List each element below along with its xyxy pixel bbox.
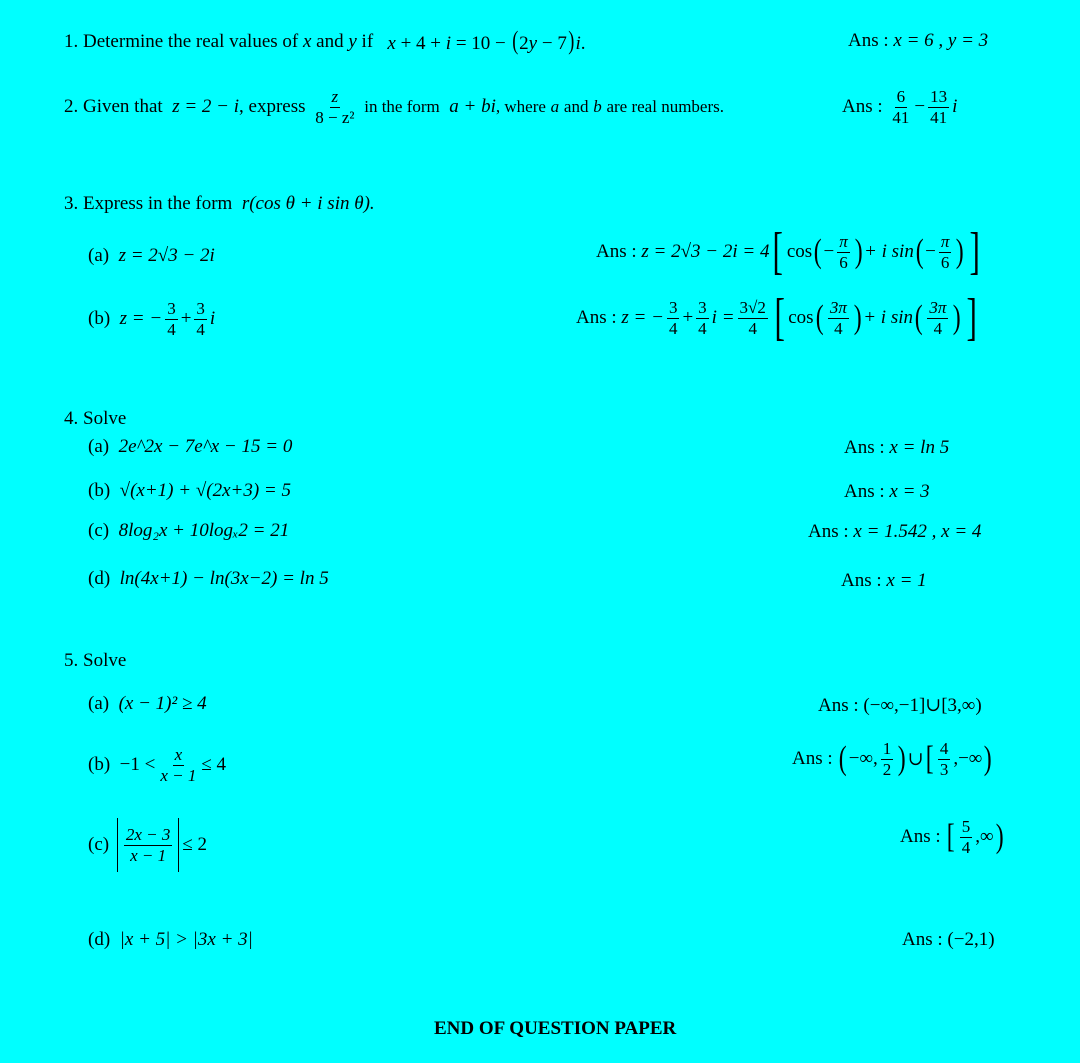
q4c-answer: [808, 521, 981, 543]
q4b-ans: x = 3: [889, 481, 930, 502]
q5b-ans-frac-1: $\frac{1}{2}$: [882, 739, 892, 779]
q5a-ans-label: Ans :: [818, 694, 859, 716]
q4c: [88, 520, 289, 542]
q4d-label: (d): [88, 568, 111, 589]
q3b-ans-label: Ans :: [576, 307, 617, 328]
q3b-ans-eq: i =: [711, 307, 735, 328]
q5a-expr: (x − 1)² ≥ 4: [118, 693, 207, 714]
q3a-isin: + i sin: [864, 241, 914, 262]
q3b-frac-3pi-2: $\frac{3\pi}{4}$: [929, 297, 947, 338]
q4d-expr: ln(4x+1) − ln(3x−2) = ln 5: [119, 568, 329, 589]
q2-b: b: [593, 97, 602, 117]
q2-where: , where: [495, 97, 546, 117]
q5b-ans-label: Ans :: [792, 748, 833, 770]
q5b-label: (b): [88, 754, 111, 776]
q2-given: z = 2 − i: [172, 96, 240, 118]
q3b-cos: cos: [788, 307, 814, 328]
q2-label: 2. Given that: [64, 96, 163, 118]
q1-label: 1. Determine the real values of: [64, 30, 299, 52]
q5d: [88, 929, 253, 951]
q5c-answer: Ans : [ $\frac{5}{4}$ ,∞ ): [900, 817, 1004, 857]
q3a: [88, 245, 215, 267]
q1-expression: x + 4 + i = 10 − (2y − 7)i.: [387, 26, 586, 55]
q2-ans-frac-2: $\frac{13}{41}$: [930, 87, 948, 127]
q3a-label: (a): [88, 245, 110, 266]
q5b: [88, 746, 226, 785]
q4-label: 4. Solve: [64, 408, 127, 429]
q4c-label: (c): [88, 520, 110, 541]
q4b-ans-label: Ans :: [844, 481, 885, 502]
q5c-rhs: ≤ 2: [182, 834, 208, 855]
q1-var-y: y: [348, 30, 357, 52]
q3a-frac-2: $\frac{\pi}{6}$: [940, 231, 950, 272]
q3b-ans-frac-3: $\frac{3√2}{4}$: [739, 297, 766, 338]
q3a-cos: cos: [786, 241, 813, 262]
q4d: [88, 568, 329, 590]
q5b-ans-a: −∞,: [848, 748, 878, 770]
q3b-ans-frac-2: $\frac{3}{4}$: [698, 297, 707, 338]
q4a-expr: 2e^2x − 7e^x − 15 = 0: [118, 436, 293, 457]
end-of-paper: END OF QUESTION PAPER: [434, 1018, 677, 1039]
q5a-answer: [818, 694, 982, 717]
q5c-frac: $\frac{2x - 3}{x - 1}$: [125, 824, 171, 865]
q5a-ans: (−∞,−1]∪[3,∞): [863, 695, 982, 716]
q1-and: and: [316, 30, 344, 52]
q3a-neg2: −: [925, 241, 936, 262]
q3-form: r(cos θ + i sin θ).: [241, 193, 375, 214]
q3b-answer: Ans : z = − $\frac{3}{4}$ + $\frac{3}{4}$ i = $\frac{3√2}{4}$ [ cos ( $\frac{3\pi}{4}$ ) + i sin ( $\frac{3\pi}{4}$ ) ]: [576, 289, 977, 346]
question-2: [64, 88, 724, 127]
q5b-frac: $\frac{x}{x - 1}$: [160, 745, 197, 785]
q3b-z: z = −: [119, 308, 163, 330]
q5-label: 5. Solve: [64, 650, 127, 671]
q5d-expr: |x + 5| > |3x + 3|: [119, 929, 253, 950]
q4c-expr: 8log₂x + 10logₓ2 = 21: [118, 520, 290, 541]
q1-answer: [848, 30, 988, 52]
q3b-plus: +: [180, 308, 192, 330]
q3a-expr: z = 2√3 − 2i: [118, 245, 215, 266]
q1-ans-value: x = 6 , y = 3: [893, 30, 989, 51]
q5c-label: (c): [88, 834, 110, 855]
q4c-ans-label: Ans :: [808, 521, 849, 542]
question-1: [64, 28, 586, 55]
q3b-ans-plus: +: [682, 307, 694, 328]
q5b-lhs: −1 <: [119, 754, 156, 776]
q2-ans-i: i: [952, 96, 958, 118]
q2-a: a: [550, 97, 560, 117]
q5b-ans-frac-2: $\frac{4}{3}$: [939, 739, 949, 779]
q4a-ans-label: Ans :: [844, 437, 885, 458]
question-3: [64, 193, 375, 215]
q5b-rhs: ≤ 4: [201, 754, 227, 776]
q4a: [88, 436, 292, 458]
q4a-label: (a): [88, 436, 110, 457]
q3b-isin: + i sin: [863, 307, 913, 328]
q3b-frac-1: $\frac{3}{4}$: [167, 299, 176, 339]
q3b-ans-frac-1: $\frac{3}{4}$: [668, 297, 678, 338]
q4b-label: (b): [88, 480, 111, 501]
q1-if: if: [361, 30, 374, 52]
q5c-ans-frac: $\frac{5}{4}$: [961, 817, 971, 857]
q3a-ans-label: Ans :: [596, 241, 637, 262]
q2-ans-frac-1: $\frac{6}{41}$: [892, 87, 910, 127]
q2-express: , express: [239, 96, 306, 118]
q5d-ans-label: Ans :: [902, 929, 943, 950]
q5d-answer: [902, 929, 995, 951]
q5c: [88, 818, 207, 872]
q3a-ans-lhs: z = 2√3 − 2i = 4: [641, 241, 770, 262]
q3-label: 3. Express in the form: [64, 193, 233, 214]
q4d-ans: x = 1: [886, 570, 927, 591]
q3b-i: i: [209, 308, 216, 330]
q4b-expr: √(x+1) + √(2x+3) = 5: [119, 480, 291, 501]
q5c-ans-b: ,∞: [975, 826, 994, 848]
q2-tail: are real numbers.: [606, 97, 724, 117]
q4c-ans: x = 1.542 , x = 4: [853, 521, 982, 542]
q4a-answer: [844, 437, 949, 459]
q5a-label: (a): [88, 693, 110, 714]
q5b-ans-cup: ∪: [907, 748, 924, 770]
q2-ans-minus: −: [914, 96, 926, 118]
q3b: [88, 300, 215, 339]
q2-answer: [842, 88, 957, 127]
q5d-ans: (−2,1): [947, 929, 995, 950]
q1-var-x: x: [302, 30, 312, 52]
q3b-ans-z: z = −: [621, 307, 664, 328]
q2-form: a + bi: [449, 96, 496, 118]
q5d-label: (d): [88, 929, 111, 950]
q5a: [88, 693, 207, 715]
q3b-label: (b): [88, 308, 111, 330]
q5b-answer: Ans : ( −∞, $\frac{1}{2}$ ) ∪ [ $\frac{4}{3}$ ,−∞ ): [792, 739, 992, 779]
q3b-frac-2: $\frac{3}{4}$: [196, 299, 205, 339]
q3a-answer: Ans : z = 2√3 − 2i = 4 [ cos ( − $\frac{\pi}{6}$ ) + i sin ( − $\frac{\pi}{6}$ ) ]: [596, 223, 980, 280]
q4b-answer: [844, 481, 930, 503]
q2-fraction: $\frac{z}{\text{8 − z²}}$: [315, 87, 355, 127]
q5b-ans-b: ,−∞: [953, 748, 983, 770]
q1-ans-label: Ans :: [848, 30, 889, 51]
q2-rest: in the form: [364, 97, 440, 117]
q2-ans-label: Ans :: [842, 96, 883, 118]
q4d-answer: [841, 570, 927, 592]
q2-and: and: [563, 97, 589, 117]
q3a-neg1: −: [823, 241, 835, 262]
q4d-ans-label: Ans :: [841, 570, 882, 591]
q3a-frac-1: $\frac{\pi}{6}$: [839, 231, 848, 272]
q3b-frac-3pi-1: $\frac{3\pi}{4}$: [829, 297, 847, 338]
q4a-ans: x = ln 5: [889, 437, 950, 458]
q5c-ans-label: Ans :: [900, 826, 941, 848]
q4b: [88, 480, 291, 502]
